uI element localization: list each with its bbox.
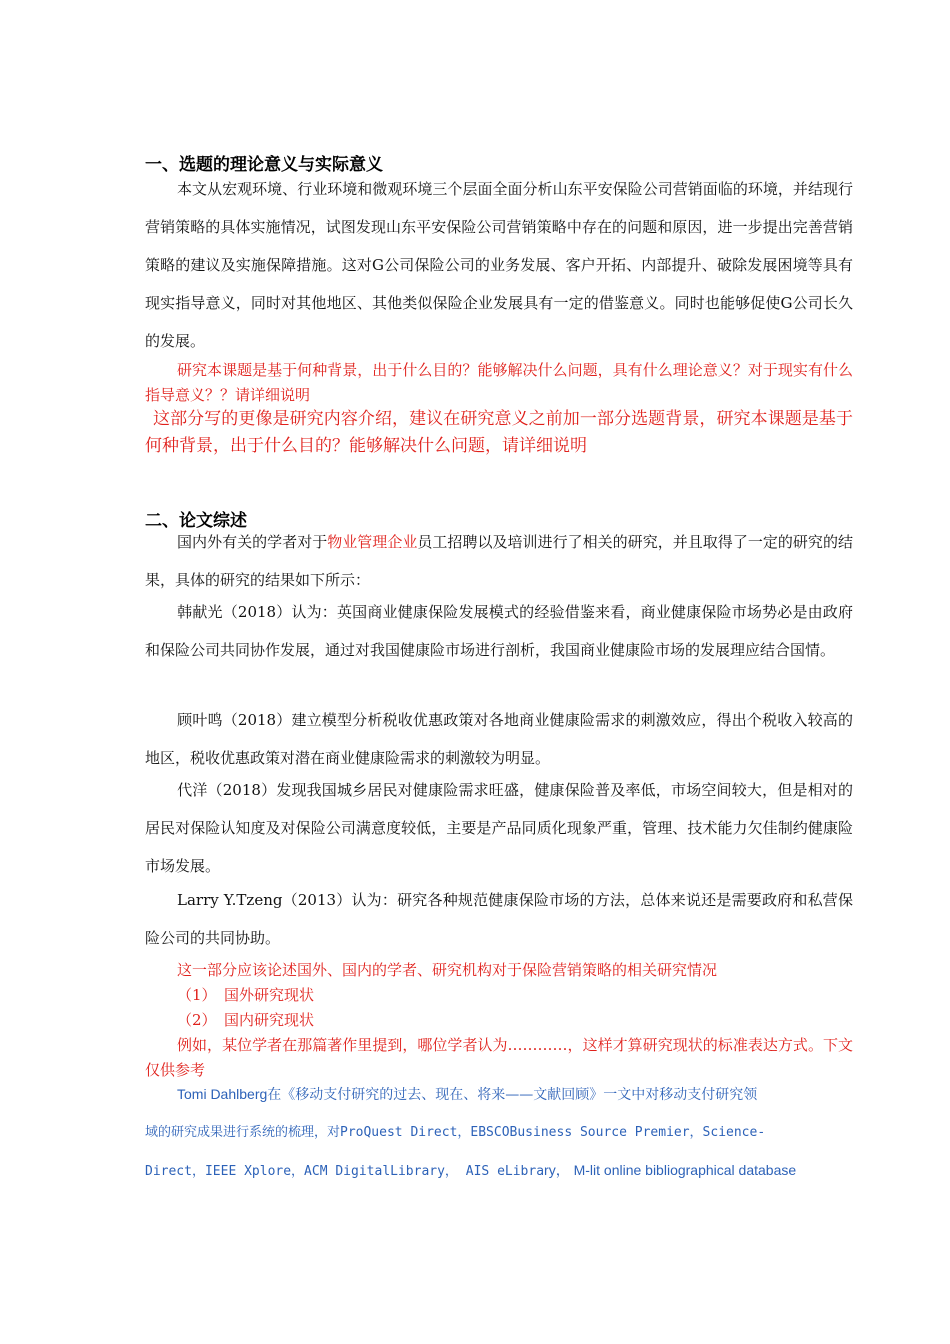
intro-text-after: 员工招聘以及培训进行了相关的研究，并且取得了一定的研究的结果，具体的研究的结果如下所示： <box>145 533 853 589</box>
review-paragraph-dai <box>145 771 853 885</box>
reference-line3 <box>145 1151 796 1191</box>
review-paragraph-dai-text: 代洋（2018）发现我国城乡居民对健康险需求旺盛，健康保险普及率低，市场空间较大，但是相对的居民对保险认知度及对保险公司满意度较低，主要是产品同质化现象严重，管理、技术能力欠佳制约健康险市场发展。 <box>145 781 853 875</box>
review-comment-example: 例如，某位学者在那篇著作里提到，哪位学者认为…………，这样才算研究现状的标准表达方式。下文仅供参考 <box>145 1036 853 1079</box>
reference-line3-mono: Direct，IEEE Xplore，ACM DigitalLibrary， AIS eLibra <box>145 1164 545 1179</box>
section1-heading: 一、选题的理论意义与实际意义 <box>145 155 383 175</box>
review-paragraph-tzeng <box>145 881 853 957</box>
reference-author: Tomi Dahlberg <box>177 1086 268 1102</box>
review-comment-1: 研究本课题是基于何种背景，出于什么目的？能够解决什么问题，具有什么理论意义？对于现实有什么指导意义？？请详细说明 <box>145 361 853 404</box>
section2-intro <box>145 523 853 599</box>
section2-heading: 二、论文综述 <box>145 511 247 531</box>
section1-paragraph-text: 本文从宏观环境、行业环境和微观环境三个层面全面分析山东平安保险公司营销面临的环境，并结现行营销策略的具体实施情况，试图发现山东平安保险公司营销策略中存在的问题和原因，进一步提出完善营销策略的建议及实施保障措施。这对G公司保险公司的业务发展、客户开拓、内部提升、破除发展困境等具有现实指导意义，同时对其他地区、其他类似保险企业发展具有一定的借鉴意义。同时也能够促使G公司长久的发展。 <box>145 180 853 350</box>
section1-paragraph <box>145 170 853 360</box>
review-comment-2: 这部分写的更像是研究内容介绍，建议在研究意义之前加一部分选题背景，研究本课题是基于何种背景，出于什么目的？能够解决什么问题，请详细说明 <box>145 409 853 456</box>
intro-text-before: 国内外有关的学者对于 <box>177 533 328 551</box>
review-comment-item-2: （2） 国内研究现状 <box>177 1011 315 1029</box>
review-paragraph-han <box>145 593 853 669</box>
reference-line2 <box>145 1113 765 1152</box>
review-comment-3: 这一部分应该论述国外、国内的学者、研究机构对于保险营销策略的相关研究情况 <box>177 961 718 979</box>
review-comment-item-1: （1） 国外研究现状 <box>177 986 315 1004</box>
reference-paragraph <box>145 1075 853 1179</box>
review-paragraph-han-text: 韩献光（2018）认为：英国商业健康保险发展模式的经验借鉴来看，商业健康保险市场势必是由政府和保险公司共同协作发展，通过对我国健康险市场进行剖析，我国商业健康险市场的发展理应结合国情。 <box>145 603 853 659</box>
reference-line3-sans: ry， M-lit online bibliographical database <box>544 1162 797 1178</box>
reference-line1: 在《移动支付研究的过去、现在、将来——文献回顾》一文中对移动支付研究领 <box>267 1087 758 1103</box>
review-paragraph-gu <box>145 701 853 777</box>
reference-line2-text: 域的研究成果进行系统的梳理，对ProQuest Direct，EBSCOBusiness Source Premier，Science- <box>145 1125 766 1140</box>
review-paragraph-gu-text: 顾叶鸣（2018）建立模型分析税收优惠政策对各地商业健康险需求的刺激效应，得出个税收入较高的地区，税收优惠政策对潜在商业健康险需求的刺激较为明显。 <box>145 711 853 767</box>
review-paragraph-tzeng-text: Larry Y.Tzeng（2013）认为：研究各种规范健康保险市场的方法，总体来说还是需要政府和私营保险公司的共同协助。 <box>145 891 853 947</box>
intro-highlight: 物业管理企业 <box>327 533 418 551</box>
